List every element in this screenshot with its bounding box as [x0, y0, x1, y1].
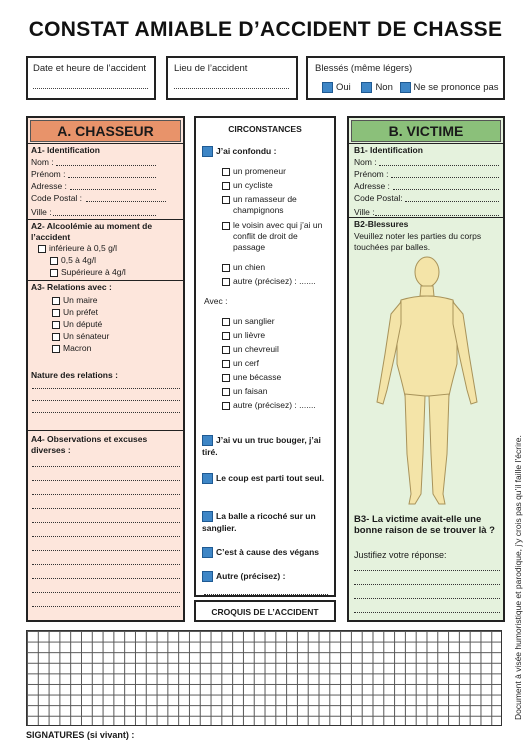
- blesses-options: [322, 82, 499, 93]
- page-title: CONSTAT AMIABLE D’ACCIDENT DE CHASSE: [28, 18, 503, 41]
- avec-checkbox[interactable]: [222, 332, 230, 340]
- rel-item[interactable]: Macron: [52, 343, 91, 354]
- rel-checkbox-4[interactable]: [52, 345, 60, 353]
- autre-line[interactable]: [204, 594, 328, 595]
- a4-line[interactable]: [32, 466, 180, 467]
- date-box[interactable]: [26, 56, 156, 100]
- ricoche-checkbox[interactable]: [202, 511, 213, 522]
- a1-ville: Ville :: [31, 207, 52, 217]
- b3-justify: Justifiez votre réponse:: [354, 550, 447, 560]
- non-checkbox[interactable]: [361, 82, 372, 93]
- croquis-label: CROQUIS DE L’ACCIDENT: [211, 607, 319, 617]
- option-vegans[interactable]: C’est à cause des végans: [202, 546, 330, 558]
- coup-parti-checkbox[interactable]: [202, 473, 213, 484]
- nature-line[interactable]: [32, 412, 180, 413]
- b2-text: Veuillez noter les parties du corps touchées par balles.: [354, 231, 482, 252]
- chasseur-header: A. CHASSEUR: [30, 120, 181, 142]
- nspp-checkbox[interactable]: [400, 82, 411, 93]
- a4-line[interactable]: [32, 550, 180, 551]
- chasseur-panel: [26, 116, 185, 622]
- non-label: Non: [375, 82, 393, 94]
- avec-checkbox[interactable]: [222, 318, 230, 326]
- a1-ville-line[interactable]: [53, 215, 156, 216]
- rel-item[interactable]: Un sénateur: [52, 331, 109, 342]
- nspp-label: Ne se prononce pas: [413, 82, 499, 94]
- conf-item[interactable]: un chien: [222, 262, 265, 273]
- avec-item[interactable]: un lièvre: [222, 330, 265, 341]
- date-line[interactable]: [33, 88, 148, 89]
- avec-checkbox[interactable]: [222, 346, 230, 354]
- rel-checkbox-3[interactable]: [52, 333, 60, 341]
- avec-checkbox[interactable]: [222, 374, 230, 382]
- conf-item[interactable]: autre (précisez) : .......: [222, 276, 316, 287]
- option-autre[interactable]: Autre (précisez) :: [202, 570, 330, 582]
- body-silhouette-icon[interactable]: [371, 254, 483, 510]
- alc-item[interactable]: 0,5 à 4g/l: [50, 255, 96, 266]
- rel-item[interactable]: Un préfet: [52, 307, 98, 318]
- a2-title: A2- Alcoolémie au moment de l’accident: [31, 221, 153, 242]
- vegans-checkbox[interactable]: [202, 547, 213, 558]
- alc-checkbox-1[interactable]: [50, 257, 58, 265]
- alc-checkbox-2[interactable]: [50, 269, 58, 277]
- oui-label: Oui: [336, 82, 351, 94]
- a1-adresse-line[interactable]: [70, 189, 156, 190]
- conf-item[interactable]: un promeneur: [222, 166, 286, 177]
- b3-line[interactable]: [354, 570, 500, 571]
- croquis-box: [194, 600, 336, 622]
- b3-line[interactable]: [354, 584, 500, 585]
- b2-title: B2-Blessures: [354, 219, 409, 229]
- b3-title: B3- La victime avait-elle une bonne raison de se trouver là ?: [354, 514, 495, 536]
- conf-checkbox[interactable]: [222, 222, 230, 230]
- option-vu-bouger[interactable]: J’ai vu un truc bouger, j’ai tiré.: [202, 435, 321, 458]
- vu-bouger-checkbox[interactable]: [202, 435, 213, 446]
- b3-line[interactable]: [354, 612, 500, 613]
- conf-checkbox[interactable]: [222, 196, 230, 204]
- nature-line[interactable]: [32, 400, 180, 401]
- a1-prenom: Prénom :: [31, 169, 66, 179]
- conf-checkbox[interactable]: [222, 168, 230, 176]
- lieu-label: Lieu de l’accident: [174, 63, 248, 74]
- rel-checkbox-2[interactable]: [52, 321, 60, 329]
- circonstances-panel: [194, 116, 336, 597]
- b1-prenom: Prénom :: [354, 169, 389, 179]
- avec-checkbox[interactable]: [222, 360, 230, 368]
- conf-item[interactable]: un ramasseur de champignons: [222, 194, 332, 216]
- b1-nom-line[interactable]: [379, 165, 499, 166]
- nature-line[interactable]: [32, 388, 180, 389]
- a1-cp-line[interactable]: [86, 201, 166, 202]
- conf-item[interactable]: un cycliste: [222, 180, 273, 191]
- rel-checkbox-1[interactable]: [52, 309, 60, 317]
- autre-checkbox[interactable]: [202, 571, 213, 582]
- option-ricoche[interactable]: La balle a ricoché sur un sanglier.: [202, 511, 316, 534]
- victime-panel: [347, 116, 505, 622]
- option-coup-parti[interactable]: Le coup est parti tout seul.: [202, 472, 330, 484]
- a4-title: A4- Observations et excuses diverses :: [31, 434, 148, 455]
- circ-header: CIRCONSTANCES: [228, 124, 302, 134]
- conf-checkbox[interactable]: [222, 278, 230, 286]
- a1-nom-line[interactable]: [56, 165, 156, 166]
- rel-item[interactable]: Un député: [52, 319, 102, 330]
- alc-item[interactable]: Supérieure à 4g/l: [50, 267, 126, 278]
- confondu-option[interactable]: J’ai confondu :: [202, 146, 276, 157]
- avec-checkbox[interactable]: [222, 402, 230, 410]
- a1-nom: Nom :: [31, 157, 54, 167]
- croquis-grid[interactable]: [26, 630, 502, 726]
- conf-item[interactable]: le voisin avec qui j’ai un conflit de droit de passage: [222, 220, 332, 253]
- b1-adresse: Adresse :: [354, 181, 390, 191]
- a4-line[interactable]: [32, 536, 180, 537]
- signatures-label: SIGNATURES (si vivant) :: [26, 730, 135, 740]
- b1-cp-line[interactable]: [405, 201, 499, 202]
- a3-title: A3- Relations avec :: [31, 282, 112, 292]
- b1-prenom-line[interactable]: [391, 177, 499, 178]
- avec-item[interactable]: un cerf: [222, 358, 259, 369]
- victime-header: B. VICTIME: [351, 120, 501, 142]
- avec-item[interactable]: un faisan: [222, 386, 268, 397]
- b1-code-postal: Code Postal:: [354, 193, 403, 203]
- avec-item[interactable]: une bécasse: [222, 372, 281, 383]
- a1-title: A1- Identification: [31, 145, 100, 155]
- a4-line[interactable]: [32, 592, 180, 593]
- a4-line[interactable]: [32, 508, 180, 509]
- b1-title: B1- Identification: [354, 145, 423, 155]
- avec-checkbox[interactable]: [222, 388, 230, 396]
- alc-item[interactable]: inférieure à 0,5 g/l: [38, 243, 117, 254]
- alc-checkbox-0[interactable]: [38, 245, 46, 253]
- a1-adresse: Adresse :: [31, 181, 67, 191]
- a1-code-postal: Code Postal :: [31, 193, 83, 203]
- blesses-label: Blessés (même légers): [315, 63, 413, 74]
- b1-adresse-line[interactable]: [393, 189, 499, 190]
- date-label: Date et heure de l’accident: [33, 63, 147, 74]
- b1-ville-line[interactable]: [375, 215, 499, 216]
- a4-line[interactable]: [32, 606, 180, 607]
- rel-item[interactable]: Un maire: [52, 295, 97, 306]
- nature-label: Nature des relations :: [31, 370, 118, 380]
- a4-line[interactable]: [32, 578, 180, 579]
- avec-label: Avec :: [204, 296, 228, 306]
- b1-ville: Ville :: [354, 207, 375, 217]
- oui-checkbox[interactable]: [322, 82, 333, 93]
- avec-item[interactable]: autre (précisez) : .......: [222, 400, 316, 411]
- a1-prenom-line[interactable]: [68, 177, 156, 178]
- a4-line[interactable]: [32, 494, 180, 495]
- blesses-box: [306, 56, 505, 100]
- lieu-line[interactable]: [174, 88, 289, 89]
- conf-checkbox[interactable]: [222, 182, 230, 190]
- conf-checkbox[interactable]: [222, 264, 230, 272]
- a4-line[interactable]: [32, 564, 180, 565]
- confondu-checkbox[interactable]: [202, 146, 213, 157]
- rel-checkbox-0[interactable]: [52, 297, 60, 305]
- a4-line[interactable]: [32, 480, 180, 481]
- lieu-box[interactable]: [166, 56, 298, 100]
- avec-item[interactable]: un chevreuil: [222, 344, 279, 355]
- b1-nom: Nom :: [354, 157, 377, 167]
- a4-line[interactable]: [32, 522, 180, 523]
- b3-line[interactable]: [354, 598, 500, 599]
- avec-item[interactable]: un sanglier: [222, 316, 275, 327]
- disclaimer-side-note: Document à visée humoristique et parodique, j’y crois pas qu’il faille l’écrire.: [513, 435, 523, 720]
